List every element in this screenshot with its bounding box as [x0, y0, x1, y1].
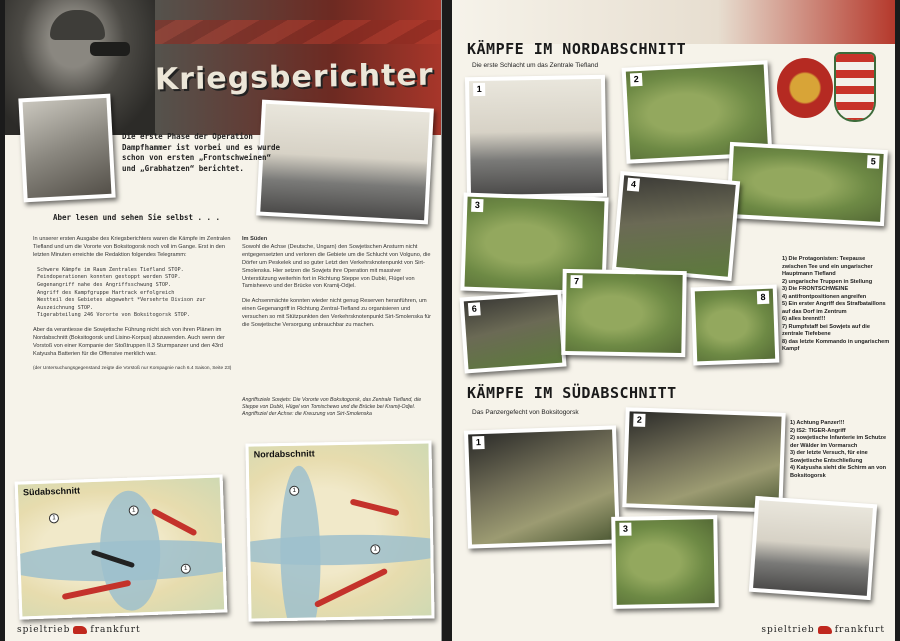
photo-6-north: 6: [459, 291, 566, 374]
map-south: [15, 474, 228, 619]
map-label: Südabschnitt: [22, 485, 81, 498]
right-page: [452, 0, 895, 641]
binoculars-shape: [90, 42, 130, 56]
dog-logo-icon: [818, 626, 832, 634]
left-page: [5, 0, 442, 641]
legend-item: 4) antifrontpositionen angreifen: [782, 293, 867, 300]
map-unit-marker: 1: [370, 544, 380, 554]
intro-text: Die erste Phase der Operation Dampfhammer ist vorbei und es wurde schon von ersten „Frontschweinen“ und „Grabhatzen“ berichtet.: [122, 132, 281, 173]
helmet-shape: [50, 10, 105, 40]
legend-item: 3) Die FRONTSCHWEINE: [782, 286, 849, 292]
telegram-line: Schwere Kämpfe im Raum Zentrales Tiefland STOP.: [37, 266, 184, 273]
map-north: [245, 440, 434, 621]
telegram-line: Angriff des Kampfgruppe Hartrack erfolgreich: [37, 289, 175, 296]
right-column: [242, 236, 437, 337]
photo-1-north: 1: [465, 75, 607, 199]
photo-3-north: 3: [460, 192, 608, 295]
map-unit-marker: 1: [289, 486, 299, 496]
photo-4-south: [749, 496, 877, 600]
north-legend: [782, 256, 890, 354]
south-heading: KÄMPFE IM SÜDABSCHNITT: [467, 384, 677, 402]
legend-item: 2) sowjetische Infanterie im Schutze der Wälder im Vormarsch: [790, 435, 887, 449]
paragraph: In unserer ersten Ausgabe des Kriegsberichters waren die Kämpfe im Zentralen Tiefland und um die Vororte von Boksitogorsk noch voll im Gange. Erst in den letzten Minuten erreichte die Redaktion folgendes Telegramm:: [33, 236, 231, 258]
legend-item: 7) Rumpfstaff bei Sowjets auf die zentrale Tiefebene: [782, 323, 870, 337]
telegram-line: Westteil des Gebietes abgewehrt *Versehrte Divison zur Auszeichnung STOP.: [37, 297, 206, 311]
telegram-line: Gegenangriff nahe des Angriffsschwung STOP.: [37, 281, 172, 288]
paragraph: Die Achsenmächte konnten wieder nicht genug Reserven heranführen, um einen Gegenangriff in Richtung Zentral-Tiefland zu organisieren und versuchen so mit Stützpunkten den Verkehrsknotenpunkt Sirt-Smolenska für die Sowjetische Versorgung unbrauchbar zu machen.: [242, 298, 432, 329]
logo-text: frankfurt: [834, 625, 885, 635]
map-unit-marker: 1: [49, 513, 59, 523]
telegram-line: Feindoperationen konnten gestoppt werden STOP.: [37, 274, 181, 281]
legend-item: 8) das letzte Kommando in ungarischem Kampf: [782, 338, 890, 352]
telegram-block: [37, 267, 233, 320]
logo-text: spieltrieb: [761, 625, 815, 635]
photo-3-south: 3: [611, 515, 719, 609]
legend-item: 4) Katyusha sieht die Schirm an von Boksitogorsk: [790, 465, 887, 479]
right-header-band: [452, 0, 895, 44]
left-column: [33, 236, 233, 379]
photo-players-room: [256, 100, 434, 225]
map-caption: Angriffsziele Sowjets: Die Vororte von Boksitogorsk, das Zentrale Tiefland, die Steppe von Dubki, Hügel von Tomischewo und die Brücke bei Kramij-Odjel. Angriffsziel der Achse: die Kreuzung von Sirt-Smolenska: [242, 397, 422, 417]
map-label: Nordabschnitt: [253, 448, 315, 460]
south-subtitle: Das Panzergefecht von Boksitogorsk: [472, 409, 579, 416]
south-legend: [790, 420, 890, 480]
logo-text: spieltrieb: [17, 625, 71, 635]
legend-item: 5) Ein erster Angriff des Strafbataillons auf das Dorf im Zentrum: [782, 301, 886, 315]
legend-item: 1) Achtung Panzer!!!: [790, 420, 845, 426]
soviet-emblem-icon: [777, 58, 833, 118]
legend-item: 3) der letzte Versuch, für eine Sowjetische Entschließung: [790, 450, 868, 464]
north-heading: KÄMPFE IM NORDABSCHNITT: [467, 40, 687, 58]
photo-7-north: 7: [561, 269, 686, 357]
legend-item: 1) Die Protagonisten: Teepause zwischen Tee und ein ungarischer Hauptmann Tiefland: [782, 256, 873, 277]
photo-5-north: 5: [726, 142, 888, 226]
red-stripe-decoration: [142, 20, 442, 44]
dog-logo-icon: [73, 626, 87, 634]
section-heading: Im Süden: [242, 236, 268, 242]
map-unit-marker: 1: [181, 564, 191, 574]
north-subtitle: Die erste Schlacht um das Zentrale Tiefland: [472, 62, 599, 69]
legend-item: 6) alles brennt!!!: [782, 316, 826, 322]
photo-4-north: 4: [612, 171, 740, 281]
hungarian-crest-icon: [836, 54, 874, 120]
photo-1-south: 1: [464, 425, 620, 548]
page-title: Kriegsberichter: [154, 57, 434, 98]
legend-item: 2) ungarische Truppen in Stellung: [782, 278, 873, 285]
telegram-line: Tigerabteilung 246 Vororte von Boksitogorsk STOP.: [37, 312, 191, 319]
photo-8-north: 8: [691, 285, 780, 366]
paragraph: Sowohl die Achse (Deutsche, Ungarn) den Sowjetischen Ansturm nicht entgegensetzten und verloren die Gebiete um die Schlucht von Volguno, die Dörfer um Peskelek und so guter Letzt den Verkehrsknotenpunkt von Sirt-Smolenska. Hier setzen die Sowjets ihre Operation mit massiver Unterstützung weiterhin fort in Richtung Steppe von Dubki, Flügel von Tamisheevo und der Brücke von Kramij-Odjel.: [242, 243, 431, 290]
photo-2-south: 2: [622, 407, 785, 513]
red-arrow: [350, 498, 400, 516]
logo-text: frankfurt: [90, 625, 141, 635]
lede-text: Aber lesen und sehen Sie selbst . . .: [53, 213, 221, 222]
red-arrow: [314, 568, 389, 608]
spieltrieb-logo: [761, 625, 885, 635]
photo-2-north: 2: [622, 60, 773, 164]
paragraph: Aber da verantiesse die Sowjetische Führung nicht sich von ihren Plänen im Nordabschnitt (Boksitogorsk und Lisino-Korpus) abzuwenden. Auch wenn der Vorstoß von einer Kompanie der Stoßtruppen II.3 Sturmpanzer und den 43rd Katyusha Batterien für die Offensive merklich war.: [33, 326, 225, 357]
paragraph-note: (der Untersuchungsgegenstand zeigte die Vorstoß nur Kompagnie nach 6.4 Saison, Seite 23): [33, 365, 232, 371]
legend-item: 2) IS2: TIGER-Angriff: [790, 427, 846, 434]
map-unit-marker: 1: [129, 505, 139, 515]
spieltrieb-logo: [17, 625, 141, 635]
photo-vintage-soldier: [18, 94, 115, 203]
